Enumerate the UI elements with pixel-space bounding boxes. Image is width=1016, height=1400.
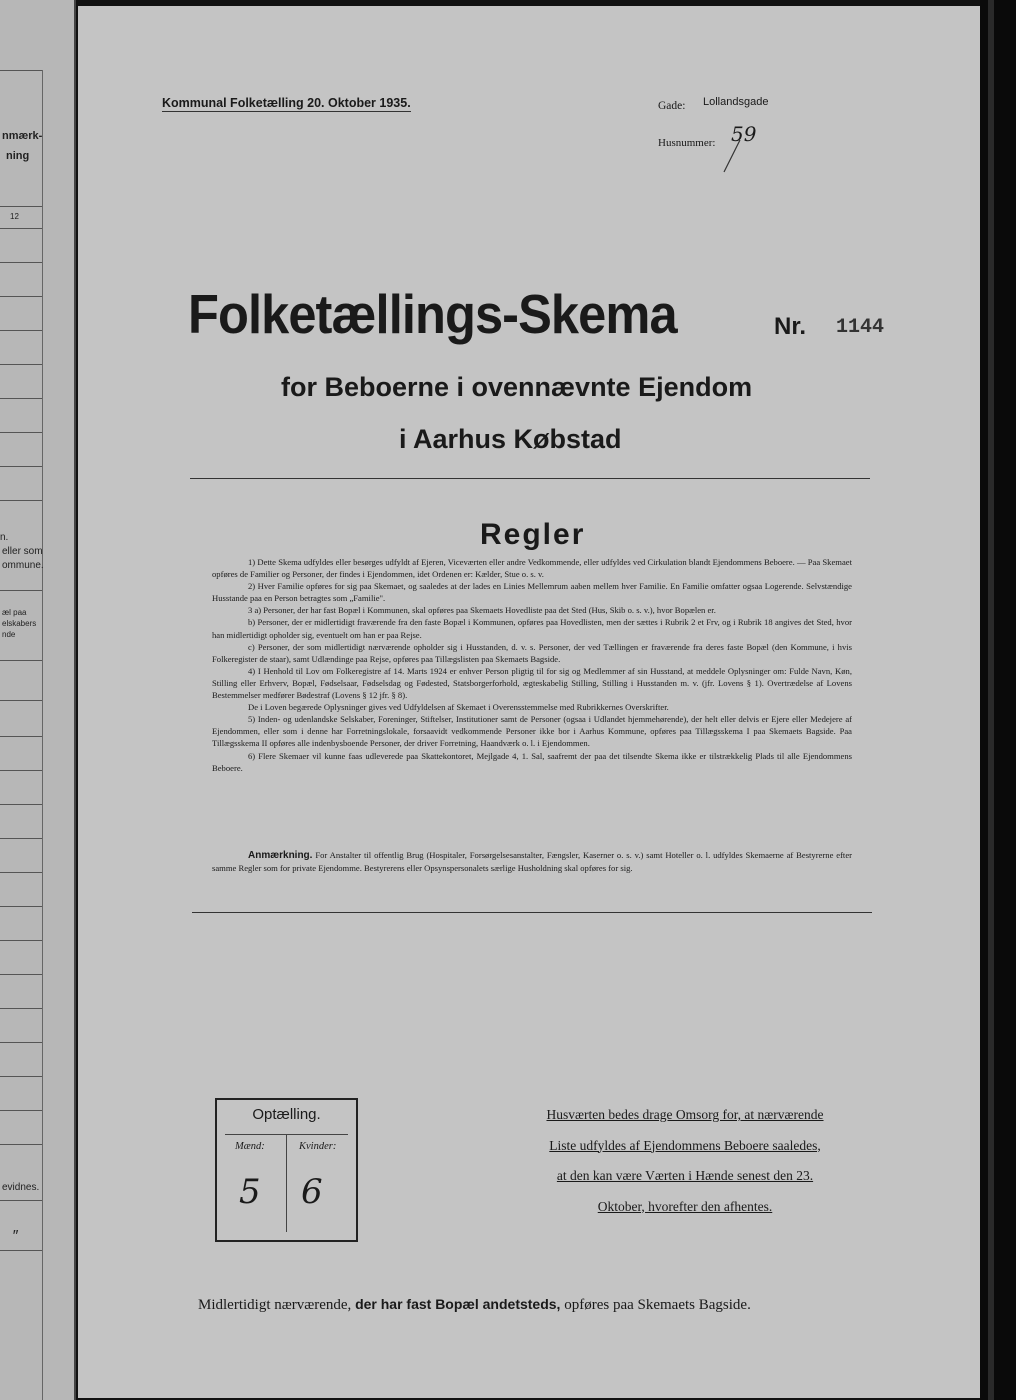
form-title: Folketællings-Skema bbox=[188, 283, 677, 345]
footer-note bbox=[198, 1296, 751, 1314]
ruled-line bbox=[0, 1110, 42, 1111]
gade-label: Gade: bbox=[658, 100, 686, 112]
ruled-line bbox=[0, 70, 42, 71]
ruled-line bbox=[0, 660, 42, 661]
count-box-title: Optælling. bbox=[252, 1106, 321, 1123]
margin-rule bbox=[42, 70, 43, 1400]
binding-strip bbox=[988, 0, 994, 1400]
form-subtitle-location: i Aarhus Købstad bbox=[399, 424, 622, 454]
remark-section bbox=[212, 849, 852, 874]
ruled-line bbox=[0, 228, 42, 229]
ruled-line bbox=[0, 1200, 42, 1201]
margin-note: elskabers bbox=[2, 619, 37, 628]
form-number-label: Nr. bbox=[774, 313, 807, 340]
handwritten-stroke bbox=[718, 138, 748, 174]
remark-label: Anmærkning. bbox=[248, 850, 313, 861]
notice-line: Liste udfyldes af Ejendommens Beboere saaledes, bbox=[549, 1137, 821, 1153]
ruled-line bbox=[0, 1144, 42, 1145]
margin-heading: ning bbox=[6, 150, 30, 162]
ruled-line bbox=[0, 872, 42, 873]
rules-text bbox=[212, 556, 852, 774]
ruled-line bbox=[0, 364, 42, 365]
husnummer-label: Husnummer: bbox=[658, 137, 716, 149]
ruled-line bbox=[0, 736, 42, 737]
ruled-line bbox=[0, 262, 42, 263]
notice-line: at den kan være Værten i Hænde senest den 23. bbox=[556, 1168, 814, 1183]
margin-heading: nmærk- bbox=[2, 130, 43, 142]
handwritten-mark: ″ bbox=[12, 1228, 18, 1245]
ruled-line bbox=[0, 906, 42, 907]
ruled-line bbox=[0, 1076, 42, 1077]
rule-paragraph: c) Personer, der som midlertidigt nærværende opholder sig i Husstanden, d. v. s. Personer, der ved Tællingen er fraværende fra deres faste Bopæl (den Kommune, i hvis Folkeregister de staar), samt Udlændinge paa Rejse, opføres paa Tillægslisten paa Skemaets Bagside. bbox=[212, 641, 852, 664]
margin-note: nde bbox=[2, 630, 16, 639]
footer-part: opføres paa Skemaets Bagside. bbox=[564, 1297, 751, 1313]
form-subtitle: for Beboerne i ovennævnte Ejendom bbox=[281, 372, 753, 402]
footer-part: Midlertidigt nærværende, bbox=[198, 1297, 352, 1313]
ruled-line bbox=[0, 700, 42, 701]
ruled-line bbox=[0, 590, 42, 591]
notice-line: Husværten bedes drage Omsorg for, at nærværende bbox=[546, 1107, 824, 1122]
divider bbox=[190, 478, 870, 479]
rule-paragraph: 6) Flere Skemaer vil kunne faas udleverede paa Skattekontoret, Mejlgade 4, 1. Sal, saafremt der paa det tilsendte Skema ikke er tilstrækkelig Plads til alle Ejendommens Beboere. bbox=[212, 750, 852, 773]
rules-heading: Regler bbox=[480, 518, 586, 551]
rule-paragraph: De i Loven begærede Oplysninger gives ved Udfyldelsen af Skemaet i Overensstemmelse med Rubrikkernes Overskrifter. bbox=[248, 702, 669, 713]
ruled-line bbox=[0, 1250, 42, 1251]
rule-paragraph: 4) I Henhold til Lov om Folkeregistre af 14. Marts 1924 er enhver Person pligtig til for sig og Medlemmer af sin Husstand, at meddele Oplysninger om: Fulde Navn, Køn, Stilling eller Erhverv, Bopæl, Fødselsaar, Fødselsdag og Fødested, Statsborgerforhold, ægteskabelig Stilling, Stilling i Husstanden m. v. (jfr. Lovens § 1). Overtrædelse af Lovens Bestemmelser medfører Bødestraf (Lovens § 12 jfr. § 8). bbox=[212, 665, 852, 701]
landlord-notice bbox=[515, 1100, 855, 1222]
ruled-line bbox=[0, 330, 42, 331]
notice-line: Oktober, hvorefter den afhentes. bbox=[597, 1198, 773, 1214]
gade-value: Lollandsgade bbox=[703, 96, 769, 108]
footer-part-bold: der har fast Bopæl andetsteds, bbox=[355, 1296, 561, 1312]
husnummer-value: 59 bbox=[731, 122, 757, 146]
ruled-line bbox=[0, 940, 42, 941]
ruled-line bbox=[0, 398, 42, 399]
ruled-line bbox=[0, 1008, 42, 1009]
ruled-line bbox=[0, 770, 42, 771]
margin-note: n. bbox=[0, 532, 9, 543]
count-box bbox=[215, 1098, 358, 1242]
rule-paragraph: 1) Dette Skema udfyldes eller besørges udfyldt af Ejeren, Viceværten eller andre Vedkommende, eller udfyldes ved Cirkulation blandt Ejendommens Beboere. — Paa Skemaet opføres de Familier og Personer, der findes i Ejendommen, idet Ordenen er: Kælder, Stue o. s. v. bbox=[212, 557, 852, 580]
ruled-line bbox=[0, 838, 42, 839]
remark-text: For Anstalter til offentlig Brug (Hospitaler, Forsørgelsesanstalter, Fængsler, Kaserner o. s. v.) samt Hoteller o. l. udfyldes Skemaerne af Bestyrerne efter samme Regler som for private Ejendomme. Bestyrerens eller Opsynspersonalets særlige Husholdning skal opføres for sig. bbox=[212, 850, 852, 874]
ruled-line bbox=[0, 466, 42, 467]
rule-paragraph: 3 a) Personer, der har fast Bopæl i Kommunen, skal opføres paa Skemaets Hovedliste paa det Sted (Hus, Skib o. s. v.), hvor Bopælen er. bbox=[248, 605, 716, 616]
census-header: Kommunal Folketælling 20. Oktober 1935. bbox=[162, 96, 411, 110]
ruled-line bbox=[0, 1042, 42, 1043]
rule-paragraph: 5) Inden- og udenlandske Selskaber, Foreninger, Stiftelser, Institutioner samt de Personer (ogsaa i Udlandet hjemmehørende), der helt eller delvis er Ejere eller Medejere af Ejendommen, eller som i denne har Forretningslokale, forsaavidt vedkommende Personer ikke bor i Aarhus Kommune, opføres paa Tillægsskema I paa Skemaets Bagside. Paa Tillægsskema II opføres alle indenbysboende Personer, der driver Forretning, Haandværk o. l. i Ejendommen. bbox=[212, 714, 852, 749]
rule-paragraph: b) Personer, der er midlertidigt fraværende fra den faste Bopæl i Kommunen, opføres paa Hovedlisten, men der sættes i Rubrik 2 et Frv, og i Rubrik 18 angives det Sted, hvor han midlertidigt opholder sig, eventuelt om han er paa Rejse. bbox=[212, 617, 852, 640]
margin-note: ommune. bbox=[2, 560, 44, 571]
ruled-line bbox=[0, 432, 42, 433]
women-label: Kvinder: bbox=[299, 1141, 337, 1152]
count-box-divider bbox=[286, 1134, 287, 1232]
ruled-line bbox=[0, 974, 42, 975]
ruled-line bbox=[0, 206, 42, 207]
ruled-line bbox=[0, 296, 42, 297]
men-count: 5 bbox=[239, 1172, 261, 1212]
margin-note: eller som bbox=[2, 546, 43, 557]
margin-note: evidnes. bbox=[2, 1182, 40, 1193]
previous-page-strip bbox=[0, 0, 76, 1400]
binding-edge bbox=[980, 0, 1016, 1400]
column-number: 12 bbox=[10, 212, 19, 221]
ruled-line bbox=[0, 804, 42, 805]
margin-note: æl paa bbox=[2, 608, 27, 617]
rule-paragraph: 2) Hver Familie opføres for sig paa Skemaet, og saaledes at der lades en Linies Mellemrum aaben mellem hver Familie. En Familie omfatter ogsaa Logerende. Selvstændige Husstande paa en Person betragtes som „Familie". bbox=[212, 581, 852, 604]
ruled-line bbox=[0, 500, 42, 501]
form-number-value: 1144 bbox=[836, 316, 885, 339]
men-label: Mænd: bbox=[235, 1141, 265, 1152]
divider bbox=[192, 912, 872, 913]
women-count: 6 bbox=[301, 1172, 323, 1212]
